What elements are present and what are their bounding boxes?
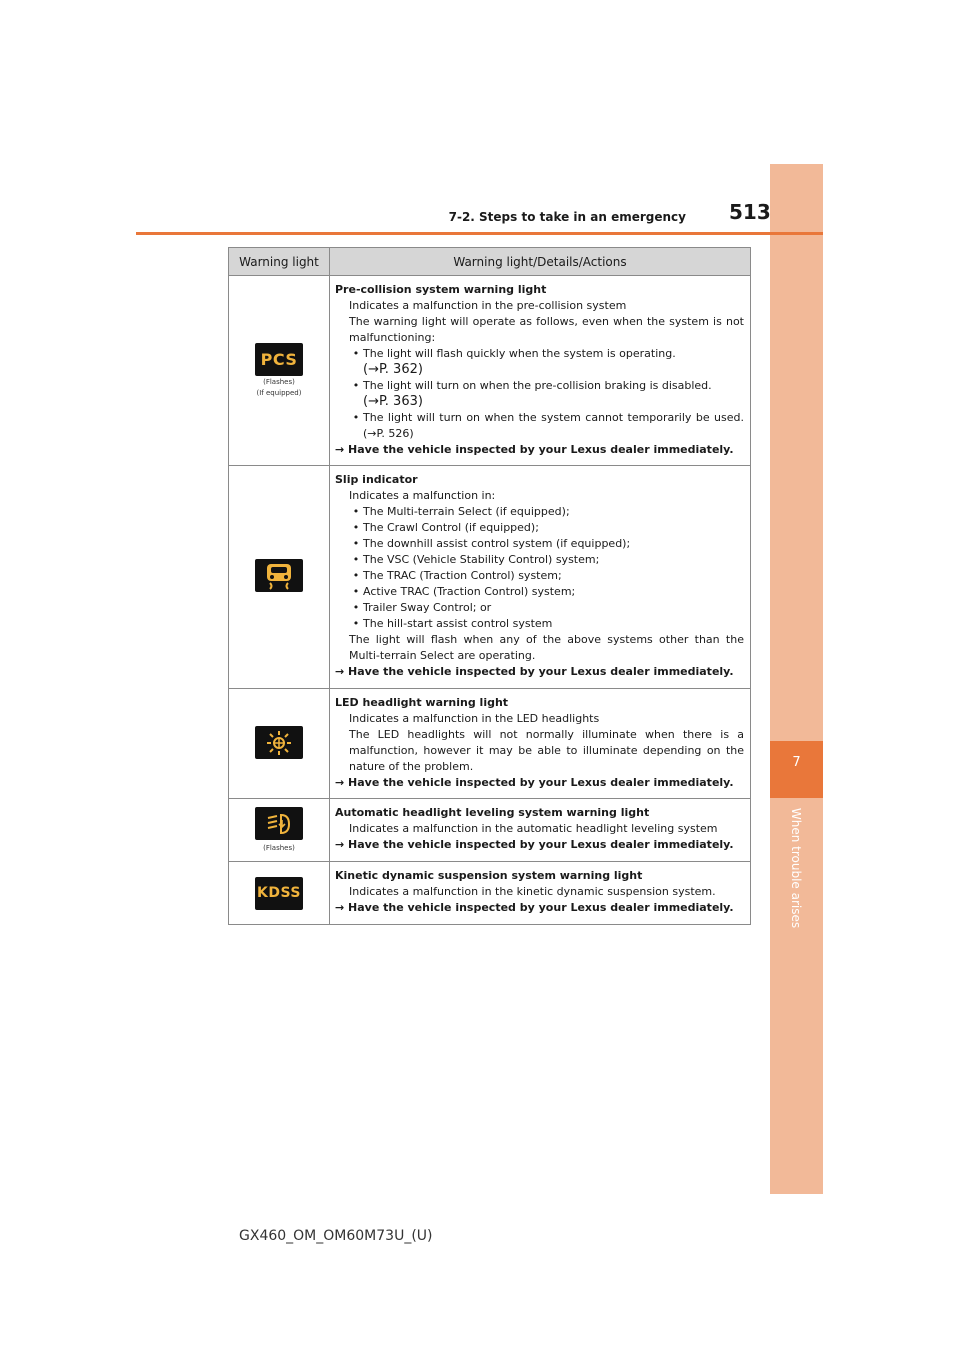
flashes-note: (Flashes) <box>263 378 295 386</box>
chapter-number: 7 <box>792 755 801 770</box>
list-item: • The hill-start assist control system <box>335 616 744 632</box>
warning-light-cell <box>229 862 330 925</box>
bullet-text: The TRAC (Traction Control) system; <box>363 569 562 582</box>
bullet-text: The VSC (Vehicle Stability Control) system; <box>363 553 600 566</box>
warning-light-cell <box>229 689 330 799</box>
bullet-text: The light will turn on when the pre-collision braking is disabled. <box>363 379 712 392</box>
action-text: → Have the vehicle inspected by your Lexus dealer immediately. <box>335 443 734 456</box>
table-row <box>229 862 751 925</box>
row-title: Kinetic dynamic suspension system warning light <box>335 869 643 882</box>
table-row <box>229 689 751 799</box>
if-equipped-note: (If equipped) <box>256 389 302 397</box>
list-item: • Active TRAC (Traction Control) system; <box>335 584 744 600</box>
row-title: Pre-collision system warning light <box>335 283 547 296</box>
details-cell <box>330 466 751 689</box>
list-item: • The light will flash quickly when the system is operating. (→P. 362) <box>352 347 676 377</box>
bullet-text: The Multi-terrain Select (if equipped); <box>363 505 570 518</box>
description: The LED headlights will not normally illuminate when there is a malfunction, however it may be able to illuminate depending on the nature of the problem. <box>349 728 744 773</box>
action-text: → Have the vehicle inspected by your Lexus dealer immediately. <box>335 901 734 914</box>
table-header-row <box>229 248 751 276</box>
row-title: LED headlight warning light <box>335 696 509 709</box>
bullet-text: The light will flash quickly when the system is operating. <box>363 347 676 360</box>
row-title: Automatic headlight leveling system warning light <box>335 806 650 819</box>
bullet-text: The downhill assist control system (if equipped); <box>363 537 631 550</box>
bullet-text: Active TRAC (Traction Control) system; <box>363 585 576 598</box>
table-row <box>229 466 751 689</box>
description: Indicates a malfunction in: <box>349 489 496 502</box>
chapter-sidebar <box>770 164 823 1194</box>
bullet-text: Trailer Sway Control; or <box>363 601 492 614</box>
column-header-details: Warning light/Details/Actions <box>330 248 751 276</box>
warning-light-table <box>228 247 751 925</box>
description: Indicates a malfunction in the LED headlights <box>349 712 600 725</box>
bullet-text: The hill-start assist control system <box>363 617 553 630</box>
action-text: → Have the vehicle inspected by your Lexus dealer immediately. <box>335 838 734 851</box>
list-item: • Trailer Sway Control; or <box>335 600 744 616</box>
details-cell <box>330 799 751 862</box>
table-row <box>229 799 751 862</box>
warning-light-cell <box>229 466 330 689</box>
action-text: → Have the vehicle inspected by your Lexus dealer immediately. <box>335 776 734 789</box>
description: Indicates a malfunction in the automatic headlight leveling system <box>349 822 718 835</box>
pcs-warning-icon <box>255 343 303 376</box>
flashes-note: (Flashes) <box>263 843 295 852</box>
details-cell <box>330 276 751 466</box>
description: The warning light will operate as follows, even when the system is not malfunctioning: <box>349 315 744 344</box>
description: Indicates a malfunction in the pre-collision system <box>349 299 627 312</box>
table-row <box>229 276 751 466</box>
headlight-leveling-icon <box>255 807 303 840</box>
page-reference-link[interactable]: (→P. 362) <box>363 362 423 377</box>
page-reference-link[interactable]: (→P. 363) <box>363 394 423 409</box>
bullet-text: The Crawl Control (if equipped); <box>363 521 539 534</box>
row-title: Slip indicator <box>335 473 418 486</box>
description: The light will flash when any of the above systems other than the Multi-terrain Select are operating. <box>349 633 744 662</box>
details-cell <box>330 689 751 799</box>
pcs-badge-label: PCS <box>260 349 298 369</box>
list-item: • The VSC (Vehicle Stability Control) system; <box>335 552 744 568</box>
list-item: • The Multi-terrain Select (if equipped); <box>335 504 744 520</box>
page-number: 513 <box>729 200 771 224</box>
warning-light-cell <box>229 799 330 862</box>
details-cell <box>330 862 751 925</box>
action-text: → Have the vehicle inspected by your Lexus dealer immediately. <box>335 665 734 678</box>
kdss-warning-icon <box>255 877 303 910</box>
led-headlight-icon <box>255 726 303 759</box>
list-item: • The light will turn on when the pre-collision braking is disabled. (→P. 363) <box>352 379 712 409</box>
chapter-title: When trouble arises <box>789 807 803 929</box>
warning-light-cell <box>229 276 330 466</box>
list-item: • The downhill assist control system (if equipped); <box>335 536 744 552</box>
list-item: • The Crawl Control (if equipped); <box>335 520 744 536</box>
section-title: 7-2. Steps to take in an emergency <box>448 210 686 224</box>
list-item: • The TRAC (Traction Control) system; <box>335 568 744 584</box>
slip-indicator-icon <box>255 559 303 592</box>
document-id: GX460_OM_OM60M73U_(U) <box>239 1228 433 1244</box>
description: Indicates a malfunction in the kinetic dynamic suspension system. <box>349 885 716 898</box>
kdss-badge-label: KDSS <box>256 885 301 901</box>
bullet-text: The light will turn on when the system cannot temporarily be used. (→P. 526) <box>363 411 744 440</box>
column-header-warning-light: Warning light <box>229 248 330 276</box>
header-rule <box>136 232 823 235</box>
list-item: • The light will turn on when the system cannot temporarily be used. (→P. 526) <box>352 411 744 440</box>
